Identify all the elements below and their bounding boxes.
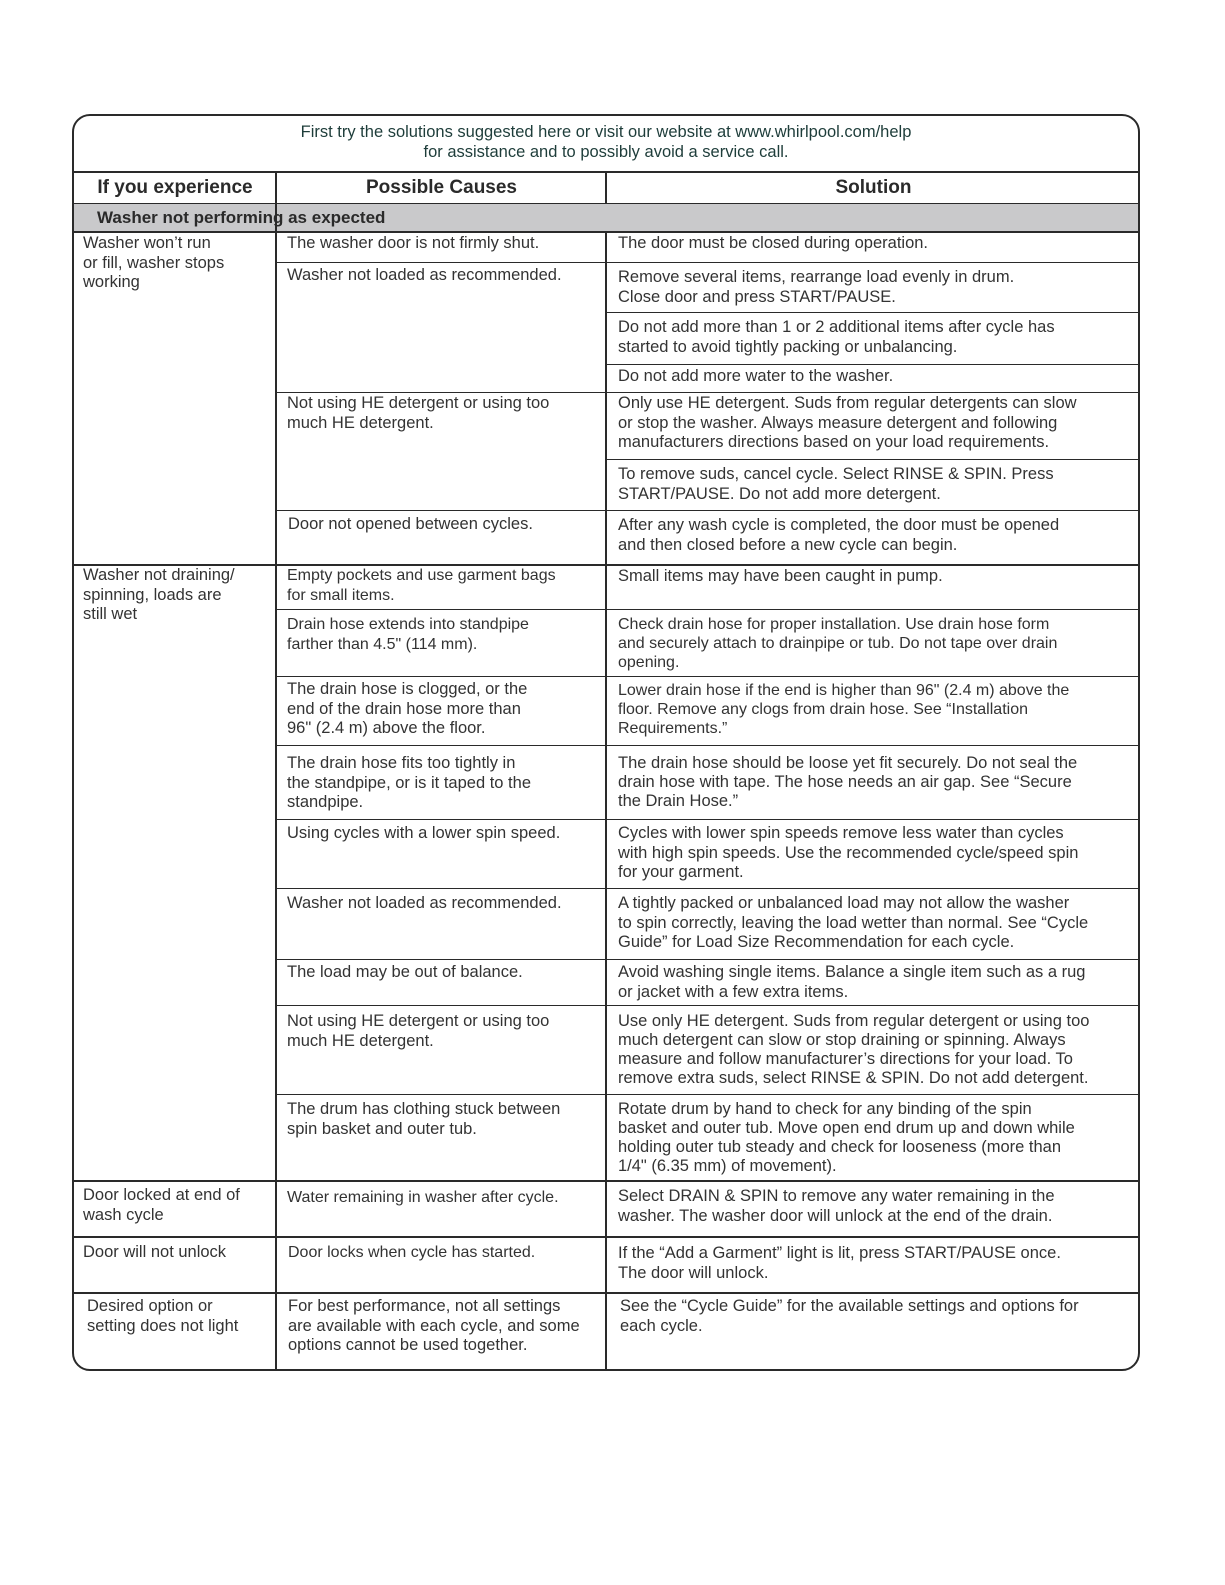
header-solution: Solution bbox=[835, 177, 912, 198]
solution-cell: Do not add more water to the washer. bbox=[618, 367, 894, 385]
cause-cell: The washer door is not firmly shut. bbox=[287, 234, 540, 252]
intro-note bbox=[74, 116, 1138, 172]
cause-cell: The drain hose is clogged, or the end of the drain hose more than 96" (2.4 m) above the floor. bbox=[287, 680, 528, 738]
solution-cell: Do not add more than 1 or 2 additional items after cycle has started to avoid tightly packing or unbalancing. bbox=[618, 318, 1055, 356]
solution-cell: Rotate drum by hand to check for any binding of the spin basket and outer tub. Move open end drum up and down while holding outer tub steady and check for looseness (more than 1/4" (6.35 mm) of movement). bbox=[618, 1100, 1075, 1175]
solution-cell: Check drain hose for proper installation. Use drain hose form and securely attach to drainpipe or tub. Do not tape over drain opening. bbox=[618, 616, 1058, 671]
cause-cell: The load may be out of balance. bbox=[287, 963, 523, 981]
solution-cell: Remove several items, rearrange load evenly in drum. Close door and press START/PAUSE. bbox=[618, 268, 1015, 306]
solution-cell: Avoid washing single items. Balance a single item such as a rug or jacket with a few extra items. bbox=[618, 963, 1086, 1001]
divider bbox=[74, 1292, 1138, 1294]
solution-cell: See the “Cycle Guide” for the available settings and options for each cycle. bbox=[620, 1297, 1079, 1335]
divider bbox=[276, 510, 1140, 511]
divider bbox=[276, 609, 1140, 610]
header-experience: If you experience bbox=[97, 177, 253, 198]
cause-cell: Door locks when cycle has started. bbox=[288, 1244, 536, 1261]
solution-cell: After any wash cycle is completed, the door must be opened and then closed before a new cycle can begin. bbox=[618, 516, 1060, 554]
column-divider bbox=[605, 171, 607, 204]
cause-cell: Not using HE detergent or using too much HE detergent. bbox=[287, 394, 550, 432]
divider bbox=[606, 312, 1140, 313]
experience-cell: Desired option or setting does not light bbox=[87, 1297, 239, 1335]
solution-cell: Select DRAIN & SPIN to remove any water remaining in the washer. The washer door will unlock at the end of the drain. bbox=[618, 1187, 1055, 1225]
divider bbox=[276, 262, 1140, 263]
solution-cell: Only use HE detergent. Suds from regular detergents can slow or stop the washer. Always measure detergent and following manufacturers directions based on your load requirements. bbox=[618, 394, 1077, 452]
solution-cell: If the “Add a Garment” light is lit, press START/PAUSE once. The door will unlock. bbox=[618, 1244, 1061, 1282]
experience-cell: Washer won’t run or fill, washer stops working bbox=[83, 234, 225, 292]
divider bbox=[276, 888, 1140, 889]
cause-cell: Empty pockets and use garment bags for small items. bbox=[287, 567, 556, 604]
cause-cell: Using cycles with a lower spin speed. bbox=[287, 824, 561, 842]
experience-cell: Door locked at end of wash cycle bbox=[83, 1186, 240, 1224]
solution-cell: Lower drain hose if the end is higher than 96" (2.4 m) above the floor. Remove any clogs from drain hose. See “Installation Requirements.” bbox=[618, 682, 1070, 737]
divider bbox=[276, 819, 1140, 820]
troubleshooting-table bbox=[72, 114, 1140, 1371]
cause-cell: Not using HE detergent or using too much HE detergent. bbox=[287, 1012, 550, 1050]
divider bbox=[276, 676, 1140, 677]
divider bbox=[606, 459, 1140, 460]
solution-cell: Small items may have been caught in pump. bbox=[618, 567, 943, 585]
column-divider bbox=[275, 171, 277, 1371]
header-causes: Possible Causes bbox=[365, 177, 518, 198]
cause-cell: The drum has clothing stuck between spin basket and outer tub. bbox=[287, 1100, 561, 1138]
section-heading: Washer not performing as expected bbox=[74, 204, 1138, 231]
solution-cell: A tightly packed or unbalanced load may not allow the washer to spin correctly, leaving the load wetter than normal. See “Cycle Guide” for Load Size Recommendation for each cycle. bbox=[618, 894, 1089, 952]
divider bbox=[74, 1236, 1138, 1238]
solution-cell: The door must be closed during operation. bbox=[618, 234, 929, 252]
cause-cell: Drain hose extends into standpipe farther than 4.5" (114 mm). bbox=[287, 616, 529, 653]
column-divider bbox=[605, 231, 607, 1371]
divider bbox=[276, 745, 1140, 746]
solution-cell: To remove suds, cancel cycle. Select RINSE & SPIN. Press START/PAUSE. Do not add more detergent. bbox=[618, 465, 1054, 503]
divider bbox=[276, 392, 1140, 393]
divider bbox=[606, 364, 1140, 365]
cause-cell: The drain hose fits too tightly in the standpipe, or is it taped to the standpipe. bbox=[287, 754, 531, 812]
divider bbox=[276, 1005, 1140, 1006]
intro-line-1: First try the solutions suggested here or visit our website at www.whirlpool.com/help bbox=[300, 123, 912, 141]
cause-cell: Washer not loaded as recommended. bbox=[287, 266, 562, 284]
cause-cell: Door not opened between cycles. bbox=[288, 515, 533, 533]
divider bbox=[276, 1094, 1140, 1095]
solution-cell: Cycles with lower spin speeds remove less water than cycles with high spin speeds. Use the recommended cycle/speed spin for your garment. bbox=[618, 824, 1079, 882]
cause-cell: Water remaining in washer after cycle. bbox=[287, 1189, 559, 1206]
solution-cell: The drain hose should be loose yet fit securely. Do not seal the drain hose with tape. The hose needs an air gap. See “Secure the Drain Hose.” bbox=[618, 754, 1078, 810]
cause-cell: Washer not loaded as recommended. bbox=[287, 894, 562, 912]
experience-cell: Washer not draining/ spinning, loads are still wet bbox=[83, 566, 235, 624]
divider bbox=[74, 1180, 1138, 1182]
divider bbox=[276, 959, 1140, 960]
intro-line-2: for assistance and to possibly avoid a service call. bbox=[423, 143, 789, 161]
cause-cell: For best performance, not all settings are available with each cycle, and some options cannot be used together. bbox=[288, 1297, 580, 1355]
solution-cell: Use only HE detergent. Suds from regular detergent or using too much detergent can slow or stop draining or spinning. Always measure and follow manufacturer’s directions for your load. To remove extra suds, select RINSE & SPIN. Do not add detergent. bbox=[618, 1012, 1090, 1087]
experience-cell: Door will not unlock bbox=[83, 1243, 227, 1261]
